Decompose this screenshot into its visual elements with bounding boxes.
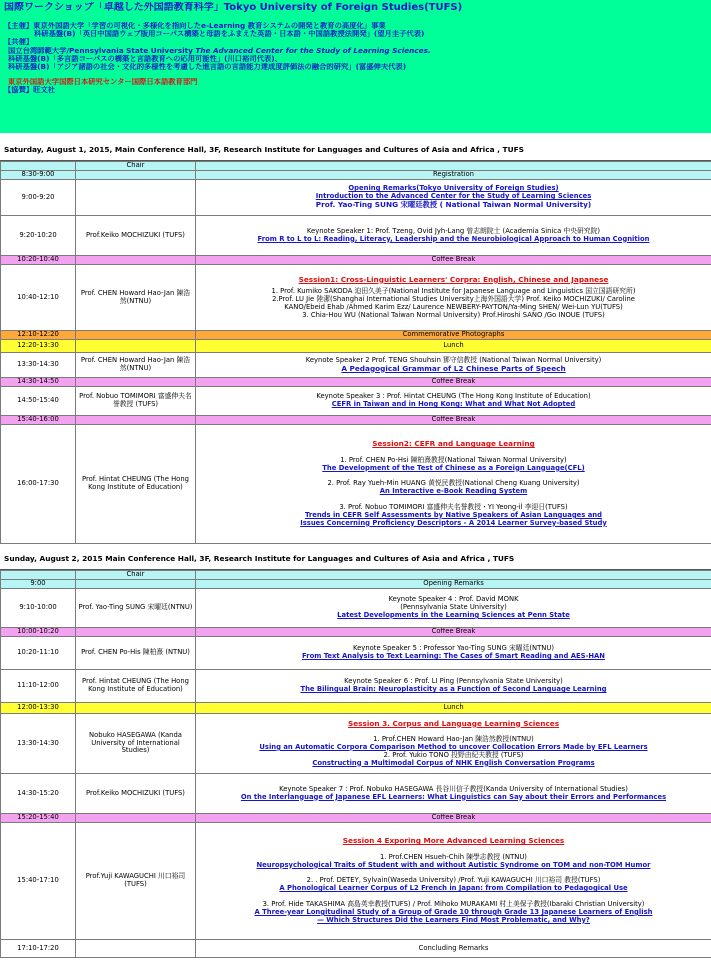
event-cell: Coffee Break	[196, 416, 711, 425]
co-organizer-grant-1: 科研基盤(B)「多言語コーパスの構築と言語教育への応用可能性」(川口裕司代表)、	[8, 55, 282, 64]
table-row	[1, 387, 711, 416]
time-cell: 15:40-16:00	[1, 416, 76, 425]
table-row	[1, 353, 711, 378]
event-cell: Keynote Speaker 6 : Prof. LI Ping (Pennsylvania State University) The Bilingual Brain: Neuroplasticity as a Function of Second Language Learning	[196, 670, 711, 703]
event-cell: Concluding Remarks	[196, 940, 711, 958]
time-cell: 9:10-10:00	[1, 589, 76, 628]
chair-cell: Prof. Nobuo TOMIMORI 富盛伸夫名誉教授 (TUFS)	[76, 387, 196, 416]
event-cell: Session2: CEFR and Language Learning 1. Prof. CHEN Po-Hsi 陳柏熹教授(National Taiwan Normal University) The Development of the Test of Chinese as a Foreign Language(CFL) 2. Prof. Ray Yueh-Min HUANG 黄悦民教授(National Cheng Kuang University) An Interactive e-Book Reading System 3. Prof. Nobuo TOMIMORI 富盛伸夫名誉教授・YI Yeong-il 李迎日(TUFS) Trends in CEFR Self Assessments by Native Speakers of Asian Languages and Issues Concerning Proficiency Descriptors - A 2014 Learner Survey-based Study	[196, 425, 711, 544]
co-organizer-label: 【共催】	[4, 38, 34, 47]
time-cell: 10:20-11:10	[1, 637, 76, 670]
event-cell: Keynote Speaker 3 : Prof. Hintat CHEUNG (The Hong Kong Institute of Education) CEFR in Taiwan and in Hong Kong: What and What Not Adopted	[196, 387, 711, 416]
time-cell: 15:40-17:10	[1, 823, 76, 940]
event-cell: Coffee Break	[196, 814, 711, 823]
table-row	[1, 589, 711, 628]
table-row	[1, 703, 711, 714]
event-cell: Keynote Speaker 5 : Professor Yao-Ting SUNG 宋曜廷(NTNU) From Text Analysis to Text Learning: The Cases of Smart Reading and AES-HAN	[196, 637, 711, 670]
table-row	[1, 265, 711, 331]
time-cell: 14:50-15:40	[1, 387, 76, 416]
time-cell: 10:20-10:40	[1, 256, 76, 265]
table-row	[1, 378, 711, 387]
time-cell: 13:30-14:30	[1, 353, 76, 378]
table-row	[1, 940, 711, 958]
time-cell: 10:00-10:20	[1, 628, 76, 637]
header-banner	[0, 0, 711, 133]
day1-heading: Saturday, August 1, 2015, Main Conference Hall, 3F, Research Institute for Languages and Cultures of Asia and Africa , TUFS	[0, 141, 711, 161]
chair-cell: Nobuko HASEGAWA (Kanda University of International Studies)	[76, 714, 196, 774]
table-row	[1, 670, 711, 703]
time-cell: 9:20-10:20	[1, 216, 76, 256]
event-cell: Registration	[196, 171, 711, 180]
table-row	[1, 340, 711, 353]
event-cell: Keynote Speaker 7 : Prof. Nobuko HASEGAWA 長谷川信子教授(Kanda University of International Studies) On the Interlanguage of Japanese EFL Learners: What Linguistics can Say about their Errors and Performances	[196, 774, 711, 814]
time-cell: 12:00-13:30	[1, 703, 76, 714]
organizer-subline: 科研基盤(B)「英日中国語ウェブ版用コーパス構築と母語をふまえた英語・日本語・中国語教授法開発」(望月圭子代表)	[34, 29, 425, 38]
event-cell: Keynote Speaker 2 Prof. TENG Shouhsin 鄧守信教授 (National Taiwan Normal University) A Pedagogical Grammar of L2 Chinese Parts of Speech	[196, 353, 711, 378]
time-cell: 14:30-14:50	[1, 378, 76, 387]
time-cell: 16:00-17:30	[1, 425, 76, 544]
table-row	[1, 814, 711, 823]
co-organizer-grant-2: 科研基盤(B)「アジア諸語の社会・文化的多様性を考慮した進言語の言語能力達成度評価法の融合的研究」(富盛伸夫代表)	[8, 63, 407, 72]
time-cell: 12:10-12:20	[1, 331, 76, 340]
table-header-row	[1, 162, 711, 171]
event-cell: Session 3. Corpus and Language Learning Sciences 1. Prof.CHEN Howard Hao-Jan 陳浩然教授(NTNU) Using an Automatic Corpora Comparison Method to uncover Collocation Errors Made by EFL Learners 2. Prof. Yukio TONO 投野由紀夫教授 (TUFS) Constructing a Multimodal Corpus of NHK English Conversation Programs	[196, 714, 711, 774]
event-cell: Opening Remarks	[196, 580, 711, 589]
event-cell: Coffee Break	[196, 628, 711, 637]
chair-cell: Prof. Hintat CHEUNG (The Hong Kong Institute of Education)	[76, 670, 196, 703]
time-cell: 11:10-12:00	[1, 670, 76, 703]
event-cell: Keynote Speaker 4 : Prof. David MONK (Pennsylvania State University) Latest Developments in the Learning Sciences at Penn State	[196, 589, 711, 628]
organizer-line: 【主催】東京外国語大学「学習の可視化・多様化を指向したe-Learning 教育システムの開発と教育の高度化」事業	[4, 21, 386, 30]
time-cell: 12:20-13:30	[1, 340, 76, 353]
time-cell: 17:10-17:20	[1, 940, 76, 958]
event-cell: Lunch	[196, 340, 711, 353]
day1-schedule-table	[0, 161, 711, 544]
table-row	[1, 580, 711, 589]
time-cell: 9:00-9:20	[1, 180, 76, 216]
chair-header: Chair	[76, 571, 196, 580]
table-row	[1, 256, 711, 265]
day2-schedule-table	[0, 570, 711, 958]
time-cell: 8:30-9:00	[1, 171, 76, 180]
chair-cell: Prof. CHEN Howard Hao-Jan 陳浩然(NTNU)	[76, 353, 196, 378]
event-cell: Coffee Break	[196, 256, 711, 265]
time-cell: 9:00	[1, 580, 76, 589]
time-cell: 15:20-15:40	[1, 814, 76, 823]
time-cell: 13:30-14:30	[1, 714, 76, 774]
chair-cell: Prof.Keiko MOCHIZUKI (TUFS)	[76, 216, 196, 256]
table-row	[1, 774, 711, 814]
chair-cell: Prof. Yao-Ting SUNG 宋曜廷(NTNU)	[76, 589, 196, 628]
table-row	[1, 823, 711, 940]
event-cell: Session 4 Exporing More Advanced Learning Sciences 1. Prof.CHEN Hsueh-Chih 陳學志教授 (NTNU) Neuropsychological Traits of Student with and without Autistic Syndrome on TOM and non-TOM Humor 2. . Prof. DETEY, Sylvain(Waseda University) /Prof. Yuji KAWAGUCHI 川口裕司 教授(TUFS) A Phonological Learner Corpus of L2 French in Japan: from Compilation to Pedagogical Use 3. Prof. Hide TAKASHIMA 高島英幸教授(TUFS) / Prof. Mihoko MURAKAMI 村上美保子教授(Ibaraki Christian University) A Three-year Longitudinal Study of a Group of Grade 10 through Grade 13 Japanese Learners of English — Which Structures Did the Learners Find Most Problematic, and Why?	[196, 823, 711, 940]
chair-cell: Prof. CHEN Po-His 陳柏熹 (NTNU)	[76, 637, 196, 670]
time-cell: 10:40-12:10	[1, 265, 76, 331]
table-row	[1, 180, 711, 216]
table-row	[1, 714, 711, 774]
event-cell: Commemorative Photographs	[196, 331, 711, 340]
chair-header: Chair	[76, 162, 196, 171]
table-header-row	[1, 571, 711, 580]
table-row	[1, 216, 711, 256]
co-organizer-line	[4, 47, 707, 55]
page-title: 国際ワークショップ「卓越した外国語教育科学」Tokyo University of Foreign Studies(TUFS)	[4, 2, 463, 13]
time-cell: 14:30-15:20	[1, 774, 76, 814]
co-organizer-center: The Advanced Center for the Study of Learning Sciences.	[195, 46, 431, 55]
chair-cell: Prof. Hintat CHEUNG (The Hong Kong Institute of Education)	[76, 425, 196, 544]
table-row	[1, 628, 711, 637]
event-cell: Keynote Speaker 1: Prof. Tzeng, Ovid Jyh-Lang 曾志朗院士 (Academia Sinica 中央研究院) From R to L to L: Reading, Literacy, Leadership and the Neurobiological Approach to Human Cognition	[196, 216, 711, 256]
event-cell: Lunch	[196, 703, 711, 714]
sponsor-line: 【協賛】旺文社	[4, 86, 56, 95]
chair-cell: Prof. CHEN Howard Hao-Jan 陳浩然(NTNU)	[76, 265, 196, 331]
chair-cell: Prof.Yuji KAWAGUCHI 川口裕司 (TUFS)	[76, 823, 196, 940]
event-cell: Opening Remarks(Tokyo University of Foreign Studies) Introduction to the Advanced Center for the Study of Learning Sciences Prof. Yao-Ting SUNG 宋曜廷教授 ( National Taiwan Normal University)	[196, 180, 711, 216]
table-row	[1, 425, 711, 544]
event-cell: Coffee Break	[196, 378, 711, 387]
table-row	[1, 331, 711, 340]
co-organizer-ntnu: 国立台湾師範大学/Pennsylvania State University	[8, 46, 193, 55]
event-cell: Session1: Cross-Linguistic Learners' Corpra: English, Chinese and Japanese 1. Prof. Kumiko SAKODA 迫田久美子(National Institute for Japanese Language and Linguistics 国立国語研究所) 2.Prof. LU Jie 陸潔(Shanghai International Studies University上海外国語大学) Prof. Keiko MOCHIZUKI/ Caroline KANO/Ebeid Ehab /Ahmed Karim Ezz/ Laurence NEWBERY-PAYTON/Ya-Ming SHEN/ Wei-Lun YU(TUFS) 3. Chia-Hou WU (National Taiwan Normal University) Prof.Hiroshi SANO /Go INOUE (TUFS)	[196, 265, 711, 331]
table-row	[1, 416, 711, 425]
table-row	[1, 171, 711, 180]
co-organizer-center-jp: 東京外国語大学国際日本研究センター国際日本語教育部門	[8, 77, 198, 86]
table-row	[1, 637, 711, 670]
chair-cell: Prof.Keiko MOCHIZUKI (TUFS)	[76, 774, 196, 814]
day2-heading: Sunday, August 2, 2015 Main Conference Hall, 3F, Research Institute for Languages and Cultures of Asia and Africa , TUFS	[0, 550, 711, 570]
